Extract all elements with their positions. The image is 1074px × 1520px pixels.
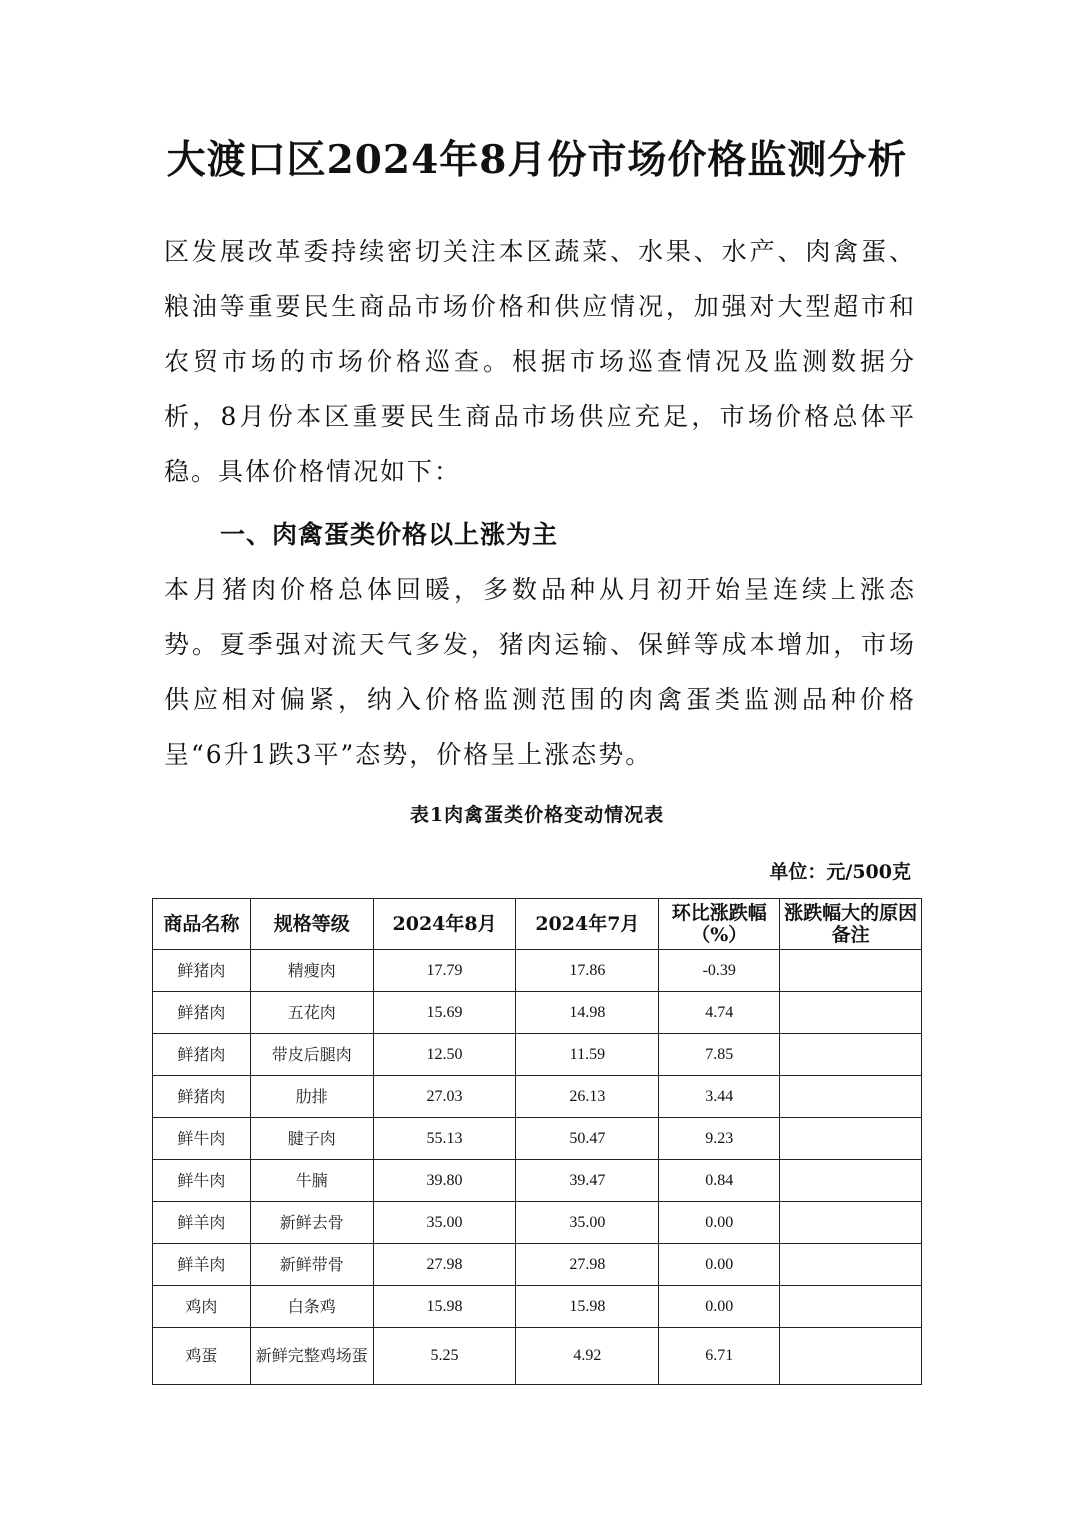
table-row: [153, 1244, 922, 1286]
table-row: [153, 992, 922, 1034]
cell-spec: 肋排: [250, 1076, 373, 1118]
cell-change: -0.39: [659, 950, 780, 992]
cell-change: 4.74: [659, 992, 780, 1034]
header-change: 环比涨跌幅（%）: [659, 899, 780, 950]
cell-spec: 白条鸡: [250, 1286, 373, 1328]
table-unit: 单位：元/500克: [769, 861, 911, 883]
header-spec: 规格等级: [250, 899, 373, 950]
cell-note: [780, 950, 922, 992]
cell-note: [780, 1118, 922, 1160]
cell-jul: 35.00: [516, 1202, 659, 1244]
cell-change: 0.00: [659, 1244, 780, 1286]
cell-note: [780, 1244, 922, 1286]
table-row: [153, 1118, 922, 1160]
table-row: [153, 1076, 922, 1118]
cell-jul: 26.13: [516, 1076, 659, 1118]
cell-product: 鲜牛肉: [153, 1118, 251, 1160]
cell-product: 鲜猪肉: [153, 992, 251, 1034]
cell-aug: 5.25: [373, 1328, 516, 1385]
cell-change: 6.71: [659, 1328, 780, 1385]
document-title: 大渡口区2024年8月份市场价格监测分析: [166, 137, 908, 183]
cell-product: 鲜牛肉: [153, 1160, 251, 1202]
cell-jul: 17.86: [516, 950, 659, 992]
cell-aug: 27.98: [373, 1244, 516, 1286]
cell-change: 3.44: [659, 1076, 780, 1118]
cell-note: [780, 1076, 922, 1118]
cell-jul: 39.47: [516, 1160, 659, 1202]
cell-spec: 精瘦肉: [250, 950, 373, 992]
cell-jul: 14.98: [516, 992, 659, 1034]
cell-spec: 五花肉: [250, 992, 373, 1034]
table-header-row: [153, 899, 922, 950]
cell-note: [780, 1286, 922, 1328]
header-note: 涨跌幅大的原因备注: [780, 899, 922, 950]
cell-aug: 17.79: [373, 950, 516, 992]
cell-change: 9.23: [659, 1118, 780, 1160]
cell-jul: 15.98: [516, 1286, 659, 1328]
cell-spec: 新鲜完整鸡场蛋: [250, 1328, 373, 1385]
cell-aug: 27.03: [373, 1076, 516, 1118]
cell-change: 0.00: [659, 1202, 780, 1244]
cell-product: 鲜羊肉: [153, 1202, 251, 1244]
cell-jul: 11.59: [516, 1034, 659, 1076]
cell-spec: 新鲜去骨: [250, 1202, 373, 1244]
cell-note: [780, 1202, 922, 1244]
section-paragraph: 本月猪肉价格总体回暖，多数品种从月初开始呈连续上涨态势。夏季强对流天气多发，猪肉运输、保鲜等成本增加，市场供应相对偏紧，纳入价格监测范围的肉禽蛋类监测品种价格呈“6升1跌3平”态势，价格呈上涨态势。: [164, 575, 916, 769]
cell-note: [780, 1328, 922, 1385]
cell-jul: 27.98: [516, 1244, 659, 1286]
table-row: [153, 1286, 922, 1328]
table-row: [153, 1328, 922, 1385]
table-row: [153, 1034, 922, 1076]
cell-note: [780, 1160, 922, 1202]
cell-change: 0.00: [659, 1286, 780, 1328]
table-row: [153, 1160, 922, 1202]
table-row: [153, 1202, 922, 1244]
cell-aug: 15.98: [373, 1286, 516, 1328]
section-heading: 一、肉禽蛋类价格以上涨为主: [220, 520, 559, 549]
cell-aug: 12.50: [373, 1034, 516, 1076]
cell-product: 鸡蛋: [153, 1328, 251, 1385]
cell-spec: 牛腩: [250, 1160, 373, 1202]
cell-note: [780, 1034, 922, 1076]
cell-spec: 新鲜带骨: [250, 1244, 373, 1286]
cell-jul: 4.92: [516, 1328, 659, 1385]
cell-product: 鲜猪肉: [153, 950, 251, 992]
cell-change: 0.84: [659, 1160, 780, 1202]
cell-product: 鸡肉: [153, 1286, 251, 1328]
cell-change: 7.85: [659, 1034, 780, 1076]
table-row: [153, 950, 922, 992]
cell-jul: 50.47: [516, 1118, 659, 1160]
cell-spec: 腱子肉: [250, 1118, 373, 1160]
price-table: [152, 898, 922, 1385]
cell-product: 鲜猪肉: [153, 1076, 251, 1118]
cell-aug: 39.80: [373, 1160, 516, 1202]
cell-note: [780, 992, 922, 1034]
header-jul: 2024年7月: [516, 899, 659, 950]
header-aug: 2024年8月: [373, 899, 516, 950]
cell-product: 鲜猪肉: [153, 1034, 251, 1076]
table-caption: 表1肉禽蛋类价格变动情况表: [409, 804, 665, 826]
cell-aug: 55.13: [373, 1118, 516, 1160]
cell-product: 鲜羊肉: [153, 1244, 251, 1286]
cell-aug: 15.69: [373, 992, 516, 1034]
cell-spec: 带皮后腿肉: [250, 1034, 373, 1076]
header-product: 商品名称: [153, 899, 251, 950]
intro-paragraph: 区发展改革委持续密切关注本区蔬菜、水果、水产、肉禽蛋、粮油等重要民生商品市场价格和供应情况，加强对大型超市和农贸市场的市场价格巡查。根据市场巡查情况及监测数据分析，8月份本区重要民生商品市场供应充足，市场价格总体平稳。具体价格情况如下：: [164, 237, 916, 486]
cell-aug: 35.00: [373, 1202, 516, 1244]
